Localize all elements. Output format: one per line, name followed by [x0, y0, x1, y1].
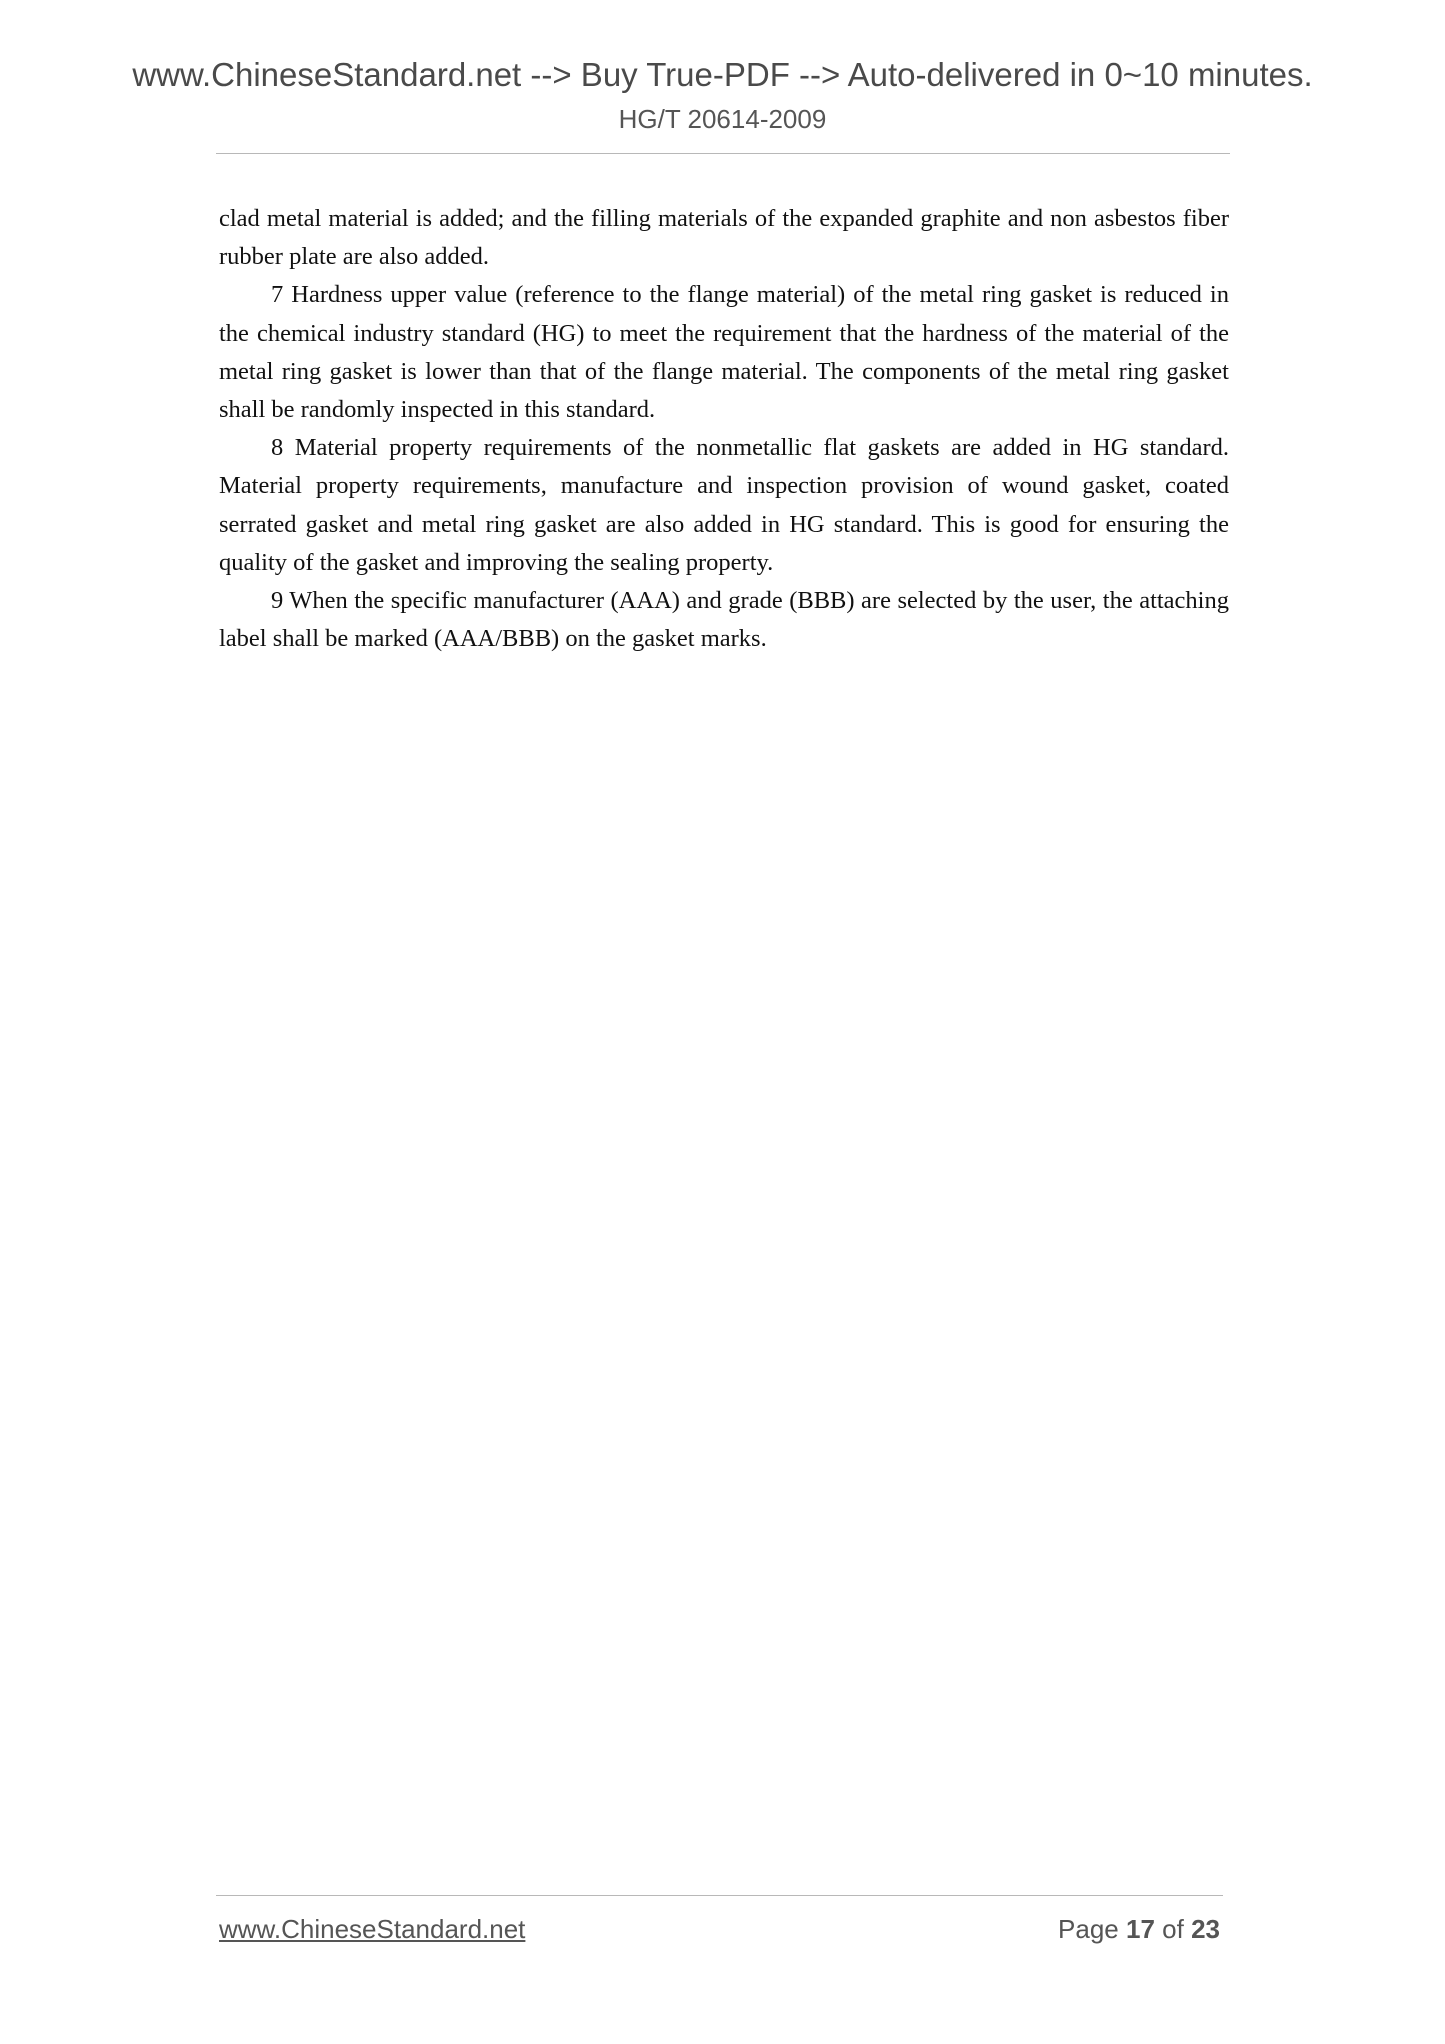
- paragraph-item-8: 8 Material property requirements of the nonmetallic flat gaskets are added in HG standard. Material property requirements, manufacture and inspection provision of wound gasket, coated serrated gasket and metal ring gasket are also added in HG standard. This is good for ensuring the quality of the gasket and improving the sealing property.: [219, 434, 1229, 576]
- page-prefix: Page: [1058, 1914, 1119, 1944]
- paragraph-item-7: 7 Hardness upper value (reference to the flange material) of the metal ring gasket is reduced in the chemical industry standard (HG) to meet the requirement that the hardness of the material of the metal ring gasket is lower than that of the flange material. The components of the metal ring gasket shall be randomly inspected in this standard.: [219, 281, 1229, 424]
- footer-divider: [216, 1895, 1223, 1896]
- page-separator: of: [1162, 1914, 1184, 1944]
- header-divider: [216, 153, 1230, 154]
- paragraph-continuation: clad metal material is added; and the filling materials of the expanded graphite and non asbestos fiber rubber plate are also added.: [219, 205, 1229, 271]
- document-body: [219, 200, 1229, 658]
- footer-site-link[interactable]: www.ChineseStandard.net: [219, 1914, 526, 1944]
- paragraph-item-9: 9 When the specific manufacturer (AAA) and grade (BBB) are selected by the user, the attaching label shall be marked (AAA/BBB) on the gasket marks.: [219, 587, 1229, 653]
- standard-code: HG/T 20614-2009: [618, 104, 827, 134]
- page-indicator: [1058, 1914, 1220, 1945]
- current-page-number: 17: [1126, 1914, 1155, 1944]
- header-banner: www.ChineseStandard.net --> Buy True-PDF --> Auto-delivered in 0~10 minutes.: [132, 56, 1313, 93]
- total-pages-number: 23: [1191, 1914, 1220, 1944]
